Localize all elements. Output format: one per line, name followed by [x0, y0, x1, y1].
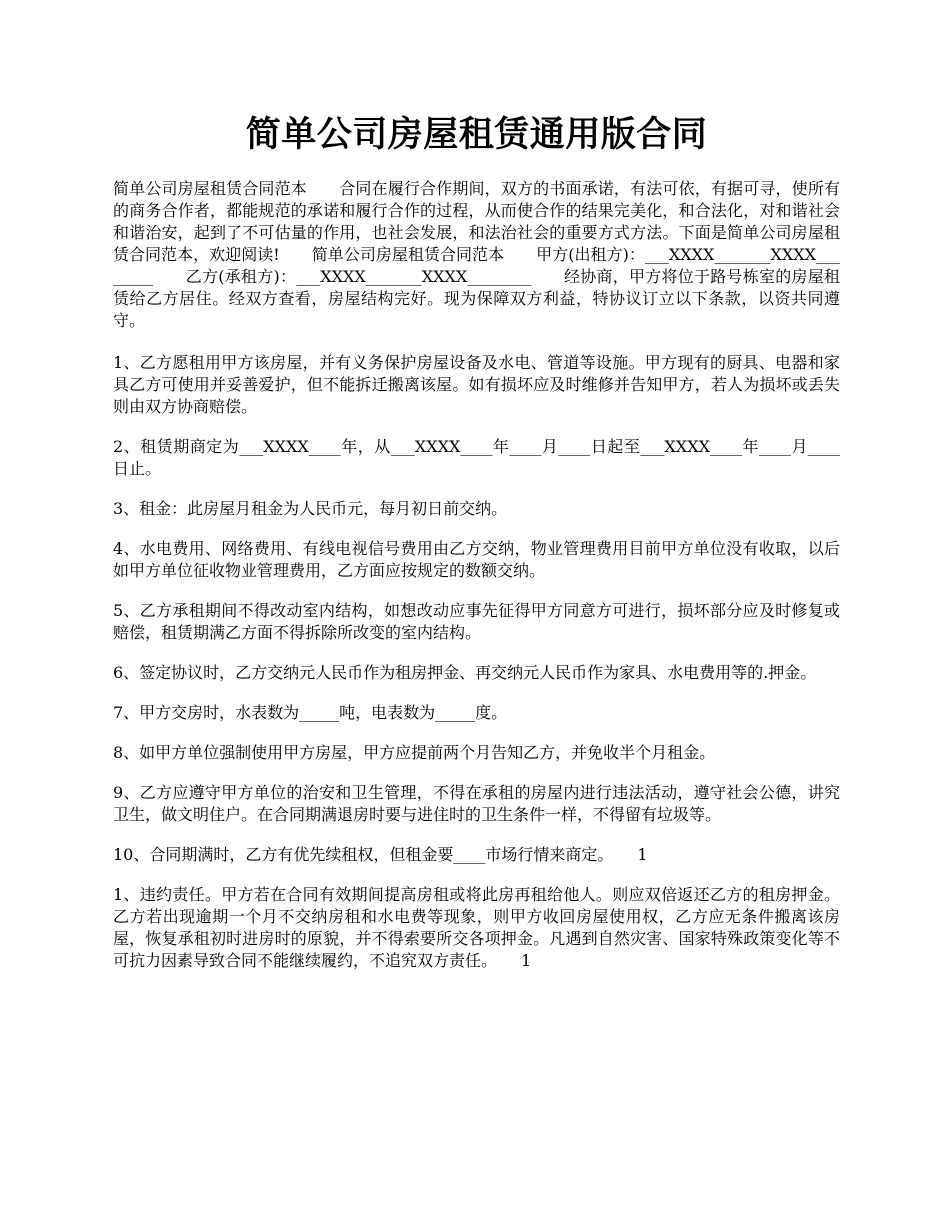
clause-5: 5、乙方承租期间不得改动室内结构，如想改动应事先征得甲方同意方可进行，损坏部分应及时修复或赔偿，租赁期满乙方面不得拆除所改变的室内结构。 [113, 601, 840, 642]
document-page [113, 110, 840, 990]
clause-1: 1、乙方愿租用甲方该房屋，并有义务保护房屋设备及水电、管道等设施。甲方现有的厨具、电器和家具乙方可使用并妥善爱护，但不能拆迁搬离该屋。如有损坏应及时维修并告知甲方，若人为损坏或丢失则由双方协商赔偿。 [113, 353, 840, 416]
clause-3: 3、租金：此房屋月租金为人民币元，每月初日前交纳。 [113, 499, 508, 518]
clause-9: 9、乙方应遵守甲方单位的治安和卫生管理，不得在承租的房屋内进行违法活动，遵守社会公德，讲究卫生，做文明住户。在合同期满退房时要与进住时的卫生条件一样，不得留有垃圾等。 [113, 783, 840, 824]
clause-6: 6、签定协议时，乙方交纳元人民币作为租房押金、再交纳元人民币作为家具、水电费用等的.押金。 [113, 663, 817, 682]
clause-2: 2、租赁期商定为___XXXX____年，从___XXXX____年____月____日起至___XXXX____年____月____日止。 [113, 437, 840, 478]
liability-clause: 1、违约责任。甲方若在合同有效期间提高房租或将此房再租给他人。则应双倍返还乙方的租房押金。乙方若出现逾期一个月不交纳房租和水电费等现象，则甲方收回房屋使用权，乙方应无条件搬离该房屋，恢复承租初时进房时的原貌，并不得索要所交各项押金。凡遇到自然灾害、国家特殊政策变化等不可抗力因素导致合同不能继续履约，不追究双方责任。 1 [113, 885, 840, 970]
clause-4: 4、水电费用、网络费用、有线电视信号费用由乙方交纳，物业管理费用目前甲方单位没有收取，以后如甲方单位征收物业管理费用，乙方面应按规定的数额交纳。 [113, 539, 840, 580]
clause-10: 10、合同期满时，乙方有优先续租权，但租金要____市场行情来商定。 1 [113, 845, 648, 864]
document-title: 简单公司房屋租赁通用版合同 [245, 114, 708, 155]
clause-7: 7、甲方交房时，水表数为_____吨，电表数为_____度。 [113, 703, 508, 722]
intro-paragraph: 简单公司房屋租赁合同范本 合同在履行合作期间，双方的书面承诺，有法可依，有据可寻，使所有的商务合作者，都能规范的承诺和履行合作的过程，从而使合作的结果完美化，和合法化，对和谐社会和谐治安，起到了不可估量的作用，也社会发展，和法治社会的重要方式方法。下面是简单公司房屋租赁合同范本，欢迎阅读! 简单公司房屋租赁合同范本 甲方(出租方)：___XXXX_______XXXX________ 乙方(承租方)：___XXXX_______XXXX________ 经协商，甲方将位于路号栋室的房屋租赁给乙方居住。经双方查看，房屋结构完好。现为保障双方利益，特协议订立以下条款，以资共同遵守。 [113, 179, 840, 330]
clause-8: 8、如甲方单位强制使用甲方房屋，甲方应提前两个月告知乙方，并免收半个月租金。 [113, 743, 716, 762]
